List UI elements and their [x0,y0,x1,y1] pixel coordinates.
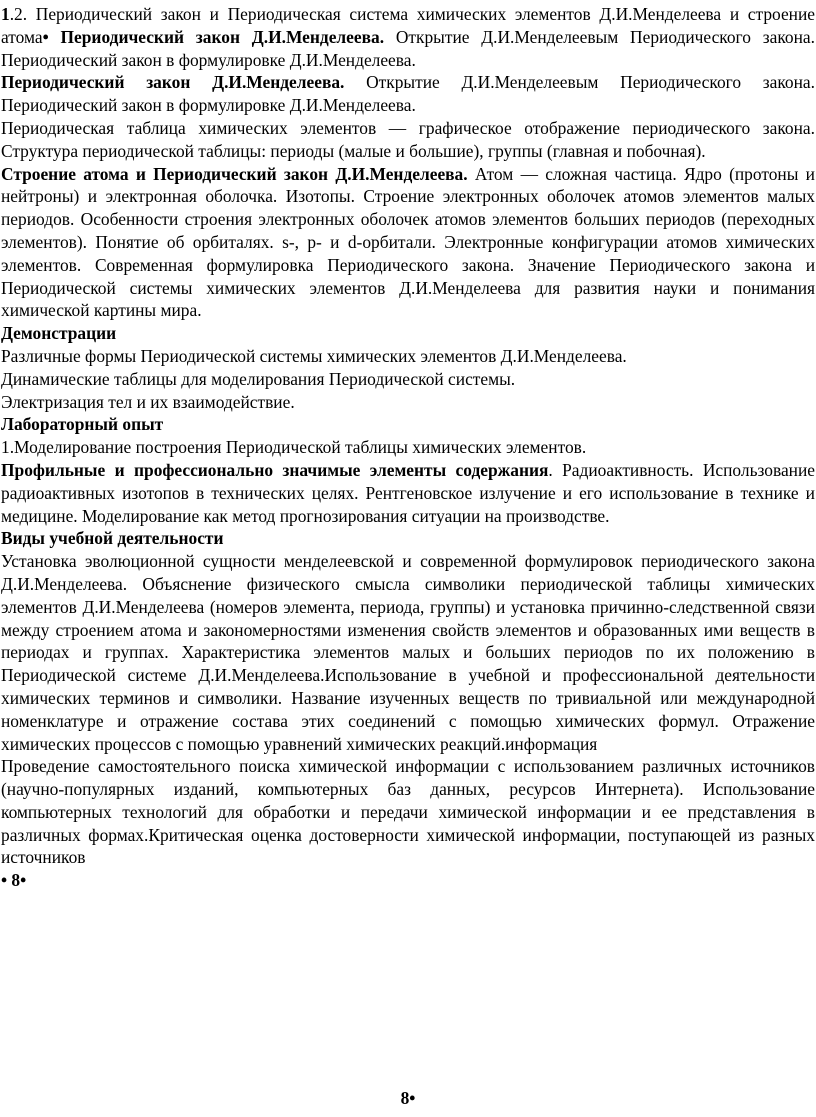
profile-text: . Радиоактивность. Использование радиоактивных изотопов в технических целях. Рентгеновское излучение и его использование в технике и медицине. Моделирование как метод прогнозирования ситуации на производстве. [1,459,816,526]
section-intro-paragraph [1,3,815,71]
page-number: 8• [400,1088,416,1108]
atom-structure-title: Строение атома и Периодический закон Д.И.Менделеева. [1,163,468,184]
section-number: 1 [1,4,10,24]
footer-line: • 8• [1,870,27,891]
activities-paragraph-1: Установка эволюционной сущности менделеевской и современной формулировок периодического закона Д.И.Менделеева. Объяснение физического смысла символики периодической таблицы химических элементов Д.И.Менделеева (номеров элемента, периода, группы) и установка причинно-следственной связи между строением атома и закономерностями изменения свойств элементов и образованных ими веществ в периодах и группах. Характеристика элементов малых и больших периодов по их положению в Периодической системе Д.И.Менделеева.Использование в учебной и профессиональной деятельности химических терминов и символики. Название изученных веществ по тривиальной или международной номенклатуре и отражение состава этих соединений с помощью химических формул. Отражение химических процессов с помощью уравнений химических реакций.информация [1,551,815,754]
lab-heading: Лабораторный опыт [1,414,164,435]
demonstration-item-3: Электризация тел и их взаимодействие. [1,391,295,412]
lab-item: 1.Моделирование построения Периодической таблицы химических элементов. [1,437,587,458]
section-intro-text: Открытие Д.И.Менделеевым Периодического закона. Периодический закон в формулировке Д.И.Менделеева. [1,26,815,70]
profile-paragraph [1,459,815,527]
demonstration-item-1: Различные формы Периодической системы химических элементов Д.И.Менделеева. [1,345,627,366]
activities-heading: Виды учебной деятельности [1,528,224,549]
periodic-law-text: Открытие Д.И.Менделеевым Периодического закона. Периодический закон в формулировке Д.И.Менделеева. [1,72,815,116]
demonstration-item-2: Динамические таблицы для моделирования Периодической системы. [1,368,516,389]
periodic-table-paragraph: Периодическая таблица химических элементов — графическое отображение периодического закона. Структура периодической таблицы: периоды (малые и большие), группы (главная и побочная). [1,117,815,161]
atom-structure-paragraph [1,163,815,323]
profile-title: Профильные и профессионально значимые элементы содержания [1,459,549,480]
section-heading: .2. Периодический закон и Периодическая система химических элементов Д.И.Менделеева и строение атома [1,4,815,47]
periodic-law-title: Периодический закон Д.И.Менделеева. [1,72,345,93]
atom-structure-text: Атом — сложная частица. Ядро (протоны и нейтроны) и электронная оболочка. Изотопы. Строение электронных оболочек атомов элементов малых периодов. Особенности строения электронных оболочек атомов элементов больших периодов (переходных элементов). Понятие об орбиталях. s-, p- и d-орбитали. Электронные конфигурации атомов химических элементов. Современная формулировка Периодического закона. Значение Периодического закона и Периодической системы химических элементов Д.И.Менделеева для развития науки и понимания химической картины мира. [1,163,815,321]
activities-paragraph-2: Проведение самостоятельного поиска химической информации с использованием различных источников (научно-популярных изданий, компьютерных баз данных, ресурсов Интернета). Использование компьютерных технологий для обработки и передачи химической информации и ее представления в различных формах.Критическая оценка достоверности химической информации, поступающей из разных источников [1,756,815,868]
periodic-law-paragraph [1,71,815,117]
demonstrations-heading: Демонстрации [1,323,117,344]
bullet-glyph: • [42,26,49,47]
section-bold-title: Периодический закон Д.И.Менделеева. [48,26,385,47]
